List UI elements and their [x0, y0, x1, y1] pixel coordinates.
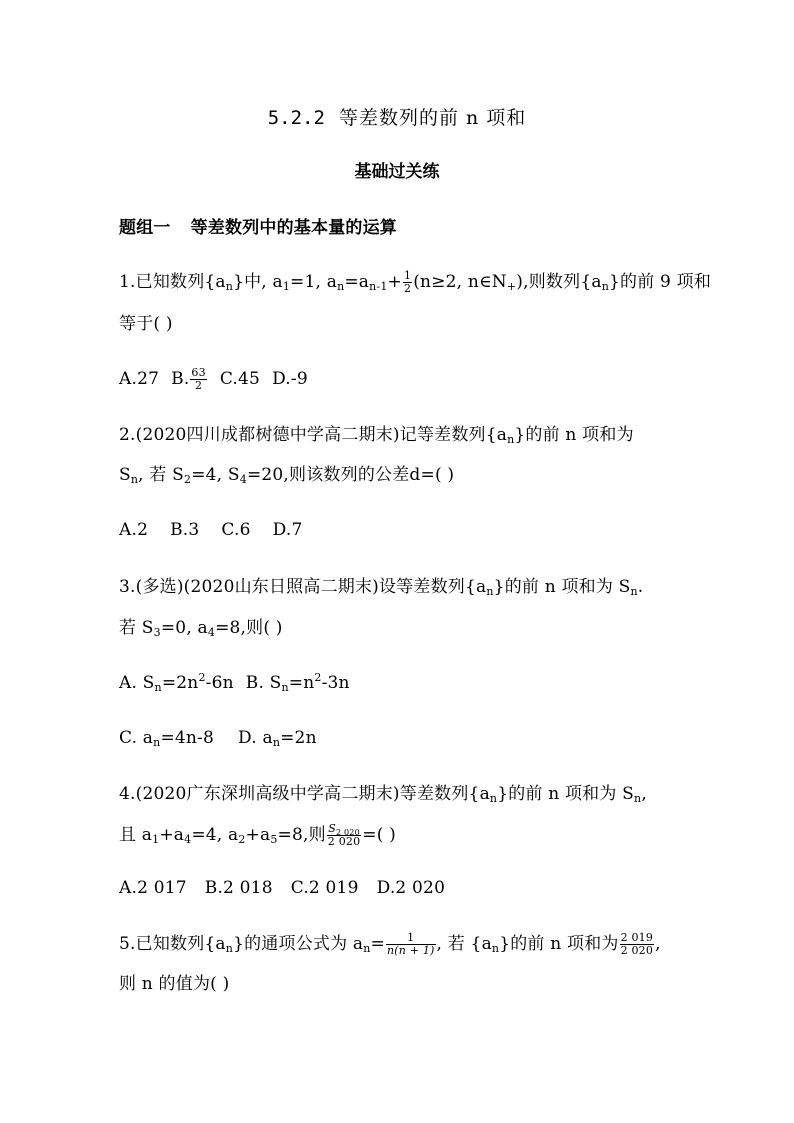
option-d: D.7: [272, 520, 303, 540]
group-heading: [119, 217, 397, 239]
q3-text: 若 S: [119, 618, 154, 638]
subscript: n: [154, 681, 162, 694]
question-1-options: [119, 367, 320, 392]
question-3-options-ab: [119, 672, 362, 694]
q1-text: =a: [344, 272, 370, 292]
subscript: 4: [239, 473, 247, 486]
question-4-line-1: [119, 783, 647, 805]
subscript: n: [601, 280, 609, 293]
q1-text: }中, a: [233, 272, 283, 292]
q4-text: +a: [159, 825, 185, 845]
q1-text: =1, a: [290, 272, 338, 292]
question-3-line-1: [119, 576, 643, 598]
option-c: C.6: [221, 520, 251, 540]
group-title: 等差数列中的基本量的运算: [190, 218, 398, 238]
subscript: n: [225, 942, 234, 955]
q3-text: =8,则( ): [215, 618, 283, 638]
subscript: n: [225, 280, 234, 293]
option-b: B.2 018: [204, 878, 273, 898]
option-d-text: =2n: [280, 728, 317, 748]
option-b: [171, 367, 208, 392]
subscript: n: [486, 585, 494, 598]
subscript: n: [272, 736, 281, 749]
option-a: A.2 017: [119, 878, 187, 898]
q1-text: (n≥2, n∈N: [413, 272, 507, 292]
q5-text: =: [370, 934, 385, 954]
option-b-text: =n: [288, 673, 315, 693]
superscript: 2: [314, 671, 322, 684]
option-c-text: C. a: [119, 728, 154, 748]
fraction-numerator: 1: [404, 269, 412, 282]
q1-text: }的前 9 项和: [608, 272, 712, 292]
question-1-line-2: 等于( ): [119, 314, 173, 334]
subscript: 2: [184, 473, 192, 486]
option-b-fraction: [190, 367, 206, 392]
option-a: A.2: [119, 520, 149, 540]
q5-text: , 若 {a: [436, 934, 492, 954]
superscript: 2: [198, 671, 206, 684]
q4-text: 且 a: [119, 825, 153, 845]
fraction-s2020-over-2020: [327, 823, 362, 848]
fraction-general-term: [386, 932, 436, 957]
q2-text: S: [119, 465, 131, 485]
subscript: 2 020: [335, 828, 360, 837]
fraction-2019-over-2020: [620, 932, 655, 957]
option-c: C.2 019: [290, 878, 359, 898]
option-b: B.3: [170, 520, 200, 540]
subscript: n: [153, 736, 161, 749]
question-2-line-1: [119, 424, 634, 446]
option-a-text: A. S: [119, 673, 155, 693]
q4-text: =8,则: [277, 825, 326, 845]
subscript: 4: [207, 626, 216, 639]
subscript: n: [489, 792, 498, 805]
q5-text: }的通项公式为 a: [233, 934, 364, 954]
option-a: A.27: [119, 369, 160, 389]
section-title-text: 等差数列的前 n 项和: [338, 107, 527, 129]
subscript: +: [506, 280, 517, 293]
subscript: n: [337, 280, 345, 293]
question-4-line-2: [119, 823, 396, 848]
fraction-one-half: [403, 270, 412, 295]
subscript: 1: [282, 280, 291, 293]
subscript: n: [507, 433, 515, 446]
q1-text: 1.已知数列{a: [119, 272, 226, 292]
option-b-text: B. S: [245, 673, 282, 693]
question-5-line-1: [119, 932, 661, 957]
subscript: n: [130, 473, 139, 486]
subscript: n: [363, 942, 371, 955]
option-a: [119, 672, 234, 694]
fraction-numerator-s: S: [328, 822, 336, 835]
option-d-text: D. a: [238, 728, 273, 748]
subscript: 5: [270, 833, 278, 846]
option-a-text: -6n: [205, 673, 234, 693]
option-a-text: =2n: [161, 673, 199, 693]
section-number: 5.2.2: [267, 107, 325, 129]
q2-text: , 若 S: [138, 465, 185, 485]
fraction-numerator: 1: [386, 932, 436, 945]
fraction-numerator: 63: [191, 366, 206, 379]
question-4-options: [119, 877, 457, 899]
question-5-line-2: 则 n 的值为( ): [119, 974, 230, 994]
subscript: 3: [153, 626, 161, 639]
option-b: [246, 672, 350, 694]
question-1-line-1: [119, 270, 711, 295]
q4-text: }的前 n 项和为 S: [497, 784, 635, 804]
q3-text: .: [637, 577, 644, 597]
q1-text: ),则数列{a: [516, 272, 602, 292]
q3-text: }的前 n 项和为 S: [493, 577, 631, 597]
fraction-denominator: n(n + 1): [386, 944, 435, 957]
q2-text: =20,则该数列的公差d=( ): [246, 465, 455, 485]
subscript: n-1: [369, 280, 388, 293]
q4-text: ,: [641, 784, 647, 804]
q4-text: =( ): [362, 825, 397, 845]
option-b-text: -3n: [321, 673, 350, 693]
q4-text: =4, a: [191, 825, 239, 845]
subscript: n: [281, 681, 289, 694]
fraction-denominator: 2 020: [327, 835, 361, 848]
option-d: [238, 727, 317, 749]
subscript: n: [634, 792, 642, 805]
question-2-options: [119, 519, 315, 541]
fraction-denominator: 2 020: [620, 944, 654, 957]
option-d: D.-9: [272, 369, 308, 389]
section-title: [0, 106, 794, 130]
subscript: 1: [152, 833, 160, 846]
q4-text: 4.(2020广东深圳高级中学高二期末)等差数列{a: [119, 784, 490, 804]
subscript: 2: [238, 833, 246, 846]
q1-text: +: [387, 272, 402, 292]
subscript: n: [491, 942, 500, 955]
q2-text: }的前 n 项和为: [514, 425, 634, 445]
q2-text: 2.(2020四川成都树德中学高二期末)记等差数列{a: [119, 425, 508, 445]
subtitle: 基础过关练: [354, 162, 440, 182]
fraction-denominator: 2: [195, 379, 203, 392]
q5-text: }的前 n 项和为: [499, 934, 619, 954]
fraction-denominator: 2: [404, 282, 412, 295]
q5-text: 5.已知数列{a: [119, 934, 226, 954]
subscript: 4: [184, 833, 192, 846]
q5-text: ,: [655, 934, 661, 954]
question-3-line-2: [119, 617, 283, 639]
q2-text: =4, S: [191, 465, 240, 485]
question-2-line-2: [119, 464, 454, 486]
subscript: n: [630, 585, 638, 598]
group-label: 题组一: [119, 218, 171, 238]
q4-text: +a: [245, 825, 271, 845]
q3-text: =0, a: [160, 618, 208, 638]
q3-text: 3.(多选)(2020山东日照高二期末)设等差数列{a: [119, 577, 487, 597]
option-c: C.45: [219, 369, 261, 389]
option-b-label: B.: [171, 369, 190, 389]
option-c-text: =4n-8: [160, 728, 215, 748]
question-3-options-cd: [119, 727, 329, 749]
fraction-numerator: 2 019: [620, 931, 654, 944]
option-c: [119, 727, 214, 749]
option-d: D.2 020: [376, 878, 446, 898]
